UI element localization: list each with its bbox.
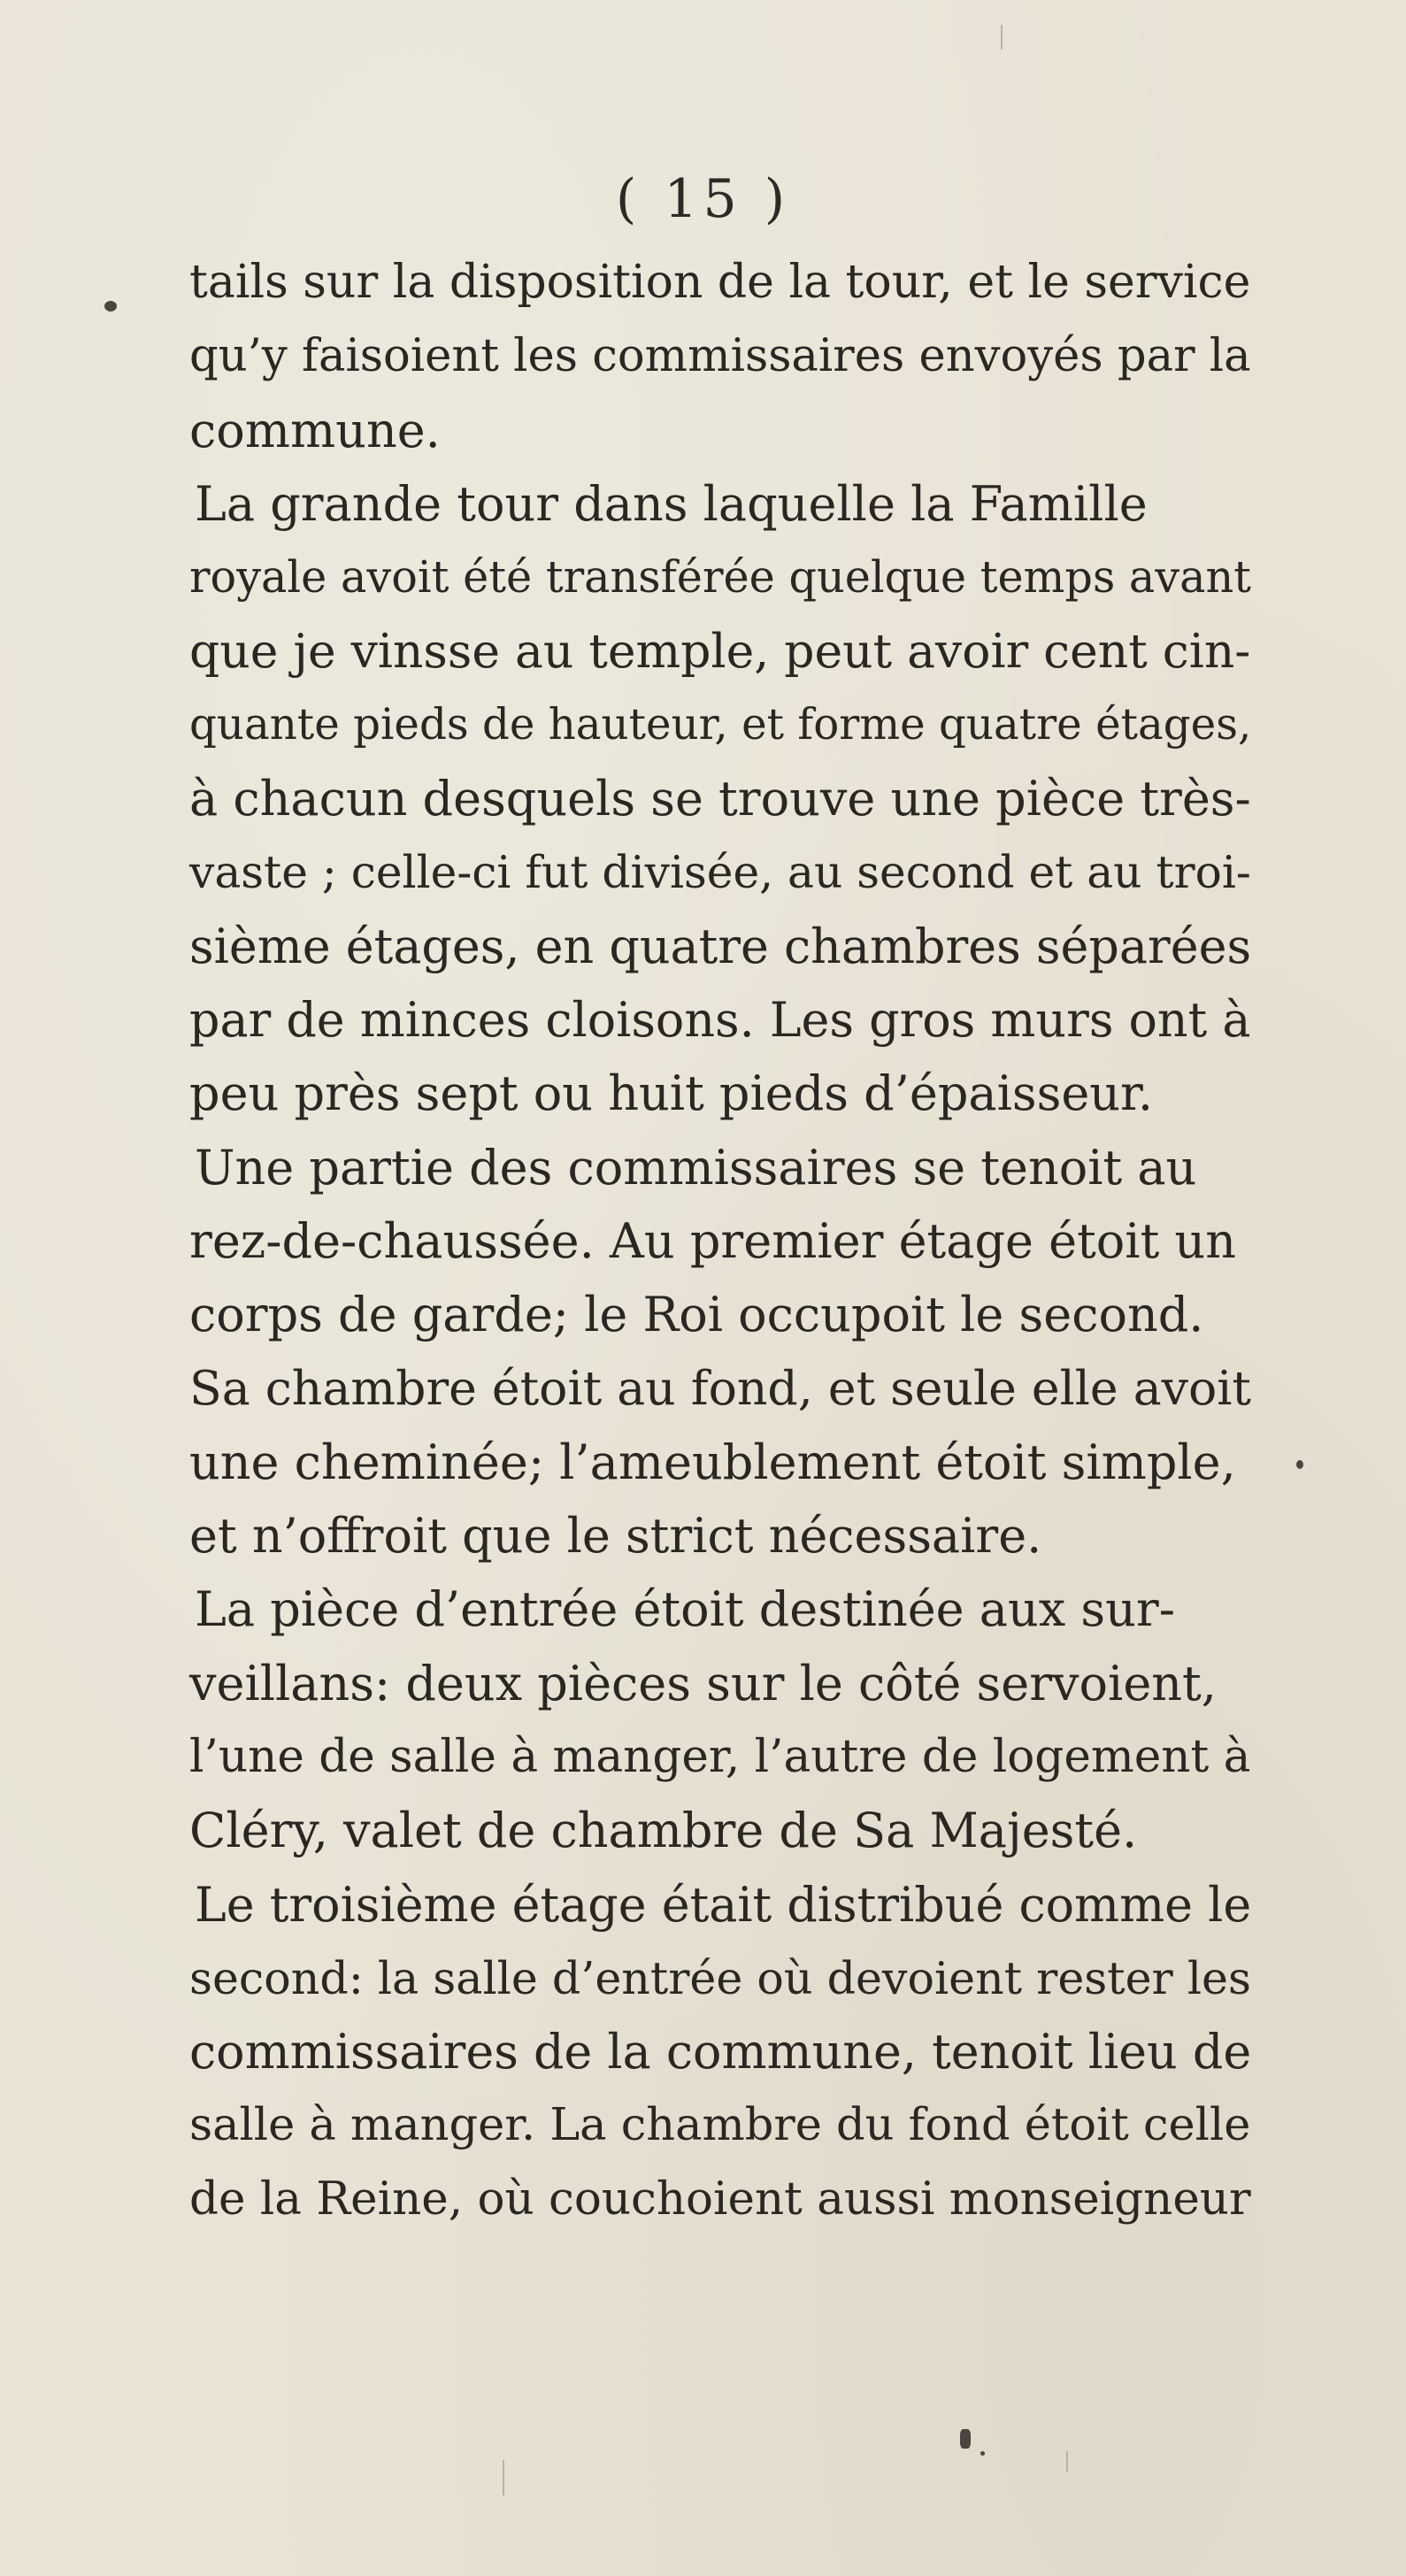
paragraph-first-line: La pièce d’entrée étoit destinée aux sur- <box>195 1581 1175 1638</box>
text-line: salle à manger. La chambre du fond étoit celle <box>189 2099 1251 2152</box>
paragraph-first-line: Le troisième étage était distribué comme le <box>195 1876 1252 1933</box>
text-line: quante pieds de hauteur, et forme quatre étages, <box>189 699 1252 750</box>
text-line: et n’offroit que le strict nécessaire. <box>189 1508 1042 1565</box>
text-line: rez-de-chaussée. Au premier étage étoit un <box>189 1212 1236 1269</box>
text-line: corps de garde; le Roi occupoit le second. <box>189 1287 1204 1343</box>
ink-speck <box>1296 1460 1303 1469</box>
ink-blot <box>960 2429 971 2449</box>
text-line: second: la salle d’entrée où devoient rester les <box>189 1951 1251 2004</box>
paper-mark <box>1066 2451 1068 2472</box>
text-line: Cléry, valet de chambre de Sa Majesté. <box>189 1803 1138 1859</box>
text-line: l’une de salle à manger, l’autre de logement à <box>189 1729 1251 1783</box>
paragraph-first-line: La grande tour dans laquelle la Famille <box>195 475 1148 532</box>
text-line: tails sur la disposition de la tour, et le service <box>189 256 1251 309</box>
text-line: qu’y faisoient les commissaires envoyés par la <box>189 330 1251 383</box>
text-line: que je vinsse au temple, peut avoir cent cin- <box>189 623 1251 680</box>
text-line: Sa chambre étoit au fond, et seule elle avoit <box>189 1360 1251 1417</box>
text-line: commissaires de la commune, tenoit lieu de <box>189 2024 1252 2080</box>
text-line: sième étages, en quatre chambres séparées <box>189 918 1252 974</box>
text-line: commune. <box>189 402 441 458</box>
paper-mark <box>503 2460 504 2495</box>
ink-speck <box>980 2451 985 2456</box>
text-line: une cheminée; l’ameublement étoit simple, <box>189 1434 1236 1490</box>
ink-speck <box>104 301 117 311</box>
text-line: peu près sept ou huit pieds d’épaisseur. <box>189 1065 1154 1122</box>
text-line: vaste ; celle-ci fut divisée, au second et au troi- <box>189 846 1251 899</box>
text-line: de la Reine, où couchoient aussi monseigneur <box>189 2172 1251 2226</box>
paper-mark <box>1001 25 1003 50</box>
text-line: royale avoit été transférée quelque temps avant <box>189 551 1251 604</box>
text-line: par de minces cloisons. Les gros murs ont à <box>189 991 1251 1048</box>
body-text <box>189 246 1251 2236</box>
paragraph-first-line: Une partie des commissaires se tenoit au <box>195 1139 1197 1196</box>
text-line: veillans: deux pièces sur le côté servoient, <box>189 1655 1217 1711</box>
text-line: à chacun desquels se trouve une pièce très- <box>189 771 1251 827</box>
page-number: ( 15 ) <box>615 168 791 230</box>
